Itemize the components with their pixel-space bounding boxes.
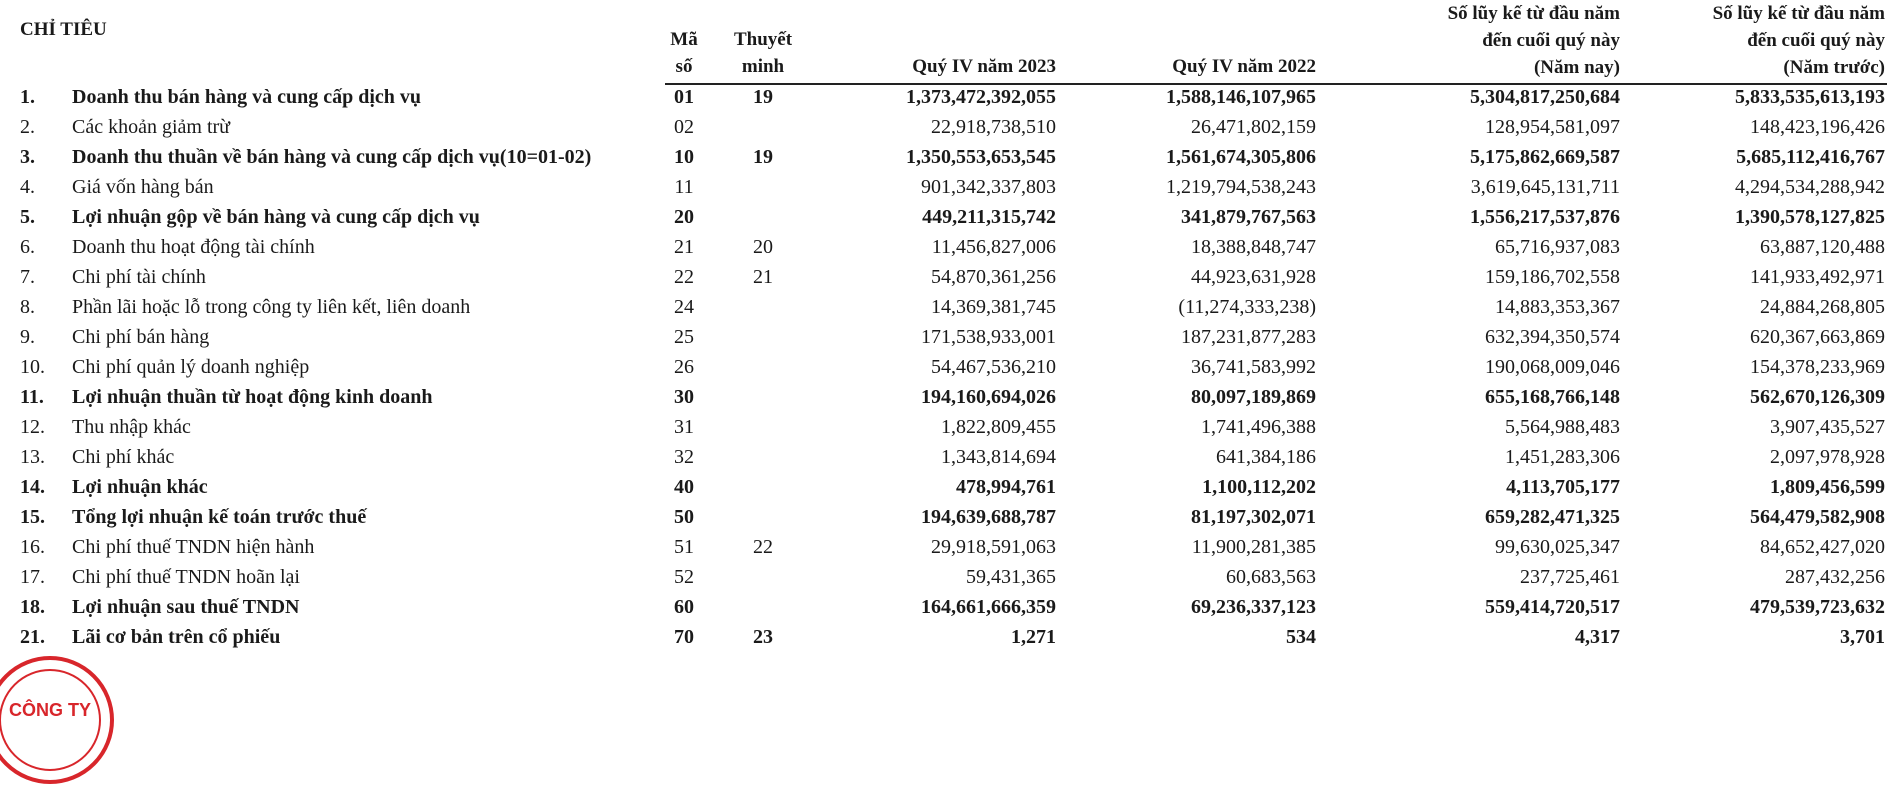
stamp-outer-ring [0, 658, 112, 782]
header-col4 [1605, 0, 1885, 81]
row-value-q4-2023: 54,467,536,210 [931, 356, 1056, 378]
row-code: 21 [674, 236, 694, 258]
row-value-q4-2023: 194,639,688,787 [921, 506, 1056, 528]
table-row [0, 502, 1898, 532]
row-code: 20 [674, 206, 694, 228]
row-value-ytd-current: 159,186,702,558 [1485, 266, 1620, 288]
row-code: 52 [674, 566, 694, 588]
row-value-ytd-current: 190,068,009,046 [1485, 356, 1620, 378]
row-value-ytd-prior: 287,432,256 [1785, 566, 1885, 588]
row-code: 10 [674, 146, 694, 168]
row-value-q4-2023: 901,342,337,803 [921, 176, 1056, 198]
header-col1: Quý IV năm 2023 [912, 56, 1056, 77]
row-value-ytd-prior: 84,652,427,020 [1760, 536, 1885, 558]
row-value-ytd-current: 3,619,645,131,711 [1470, 176, 1620, 198]
row-label: Thu nhập khác [72, 416, 191, 438]
row-value-q4-2022: 1,741,496,388 [1201, 416, 1316, 438]
row-value-q4-2023: 54,870,361,256 [931, 266, 1056, 288]
row-code: 50 [674, 506, 694, 528]
row-number: 21. [20, 626, 45, 648]
table-row [0, 142, 1898, 172]
row-code: 22 [674, 266, 694, 288]
row-value-q4-2023: 164,661,666,359 [921, 596, 1056, 618]
row-label: Lợi nhuận gộp về bán hàng và cung cấp dịch vụ [72, 206, 480, 228]
row-code: 26 [674, 356, 694, 378]
row-code: 30 [674, 386, 694, 408]
row-value-q4-2023: 22,918,738,510 [931, 116, 1056, 138]
row-label: Chi phí tài chính [72, 266, 206, 288]
row-value-ytd-prior: 5,833,535,613,193 [1735, 86, 1885, 108]
table-row [0, 232, 1898, 262]
row-code: 02 [674, 116, 694, 138]
table-row [0, 382, 1898, 412]
row-value-q4-2023: 11,456,827,006 [931, 236, 1056, 258]
row-label: Lợi nhuận thuần từ hoạt động kinh doanh [72, 386, 433, 408]
header-col4-line2: đến cuối quý này [1747, 30, 1885, 51]
row-number: 10. [20, 356, 45, 378]
row-number: 2. [20, 116, 35, 138]
row-number: 9. [20, 326, 35, 348]
header-col3-line2: đến cuối quý này [1482, 30, 1620, 51]
row-number: 5. [20, 206, 35, 228]
row-value-ytd-prior: 141,933,492,971 [1750, 266, 1885, 288]
row-number: 15. [20, 506, 45, 528]
row-number: 14. [20, 476, 45, 498]
row-code: 40 [674, 476, 694, 498]
header-code [648, 26, 720, 80]
row-value-ytd-current: 14,883,353,367 [1495, 296, 1620, 318]
row-label: Lợi nhuận sau thuế TNDN [72, 596, 300, 618]
row-number: 11. [20, 386, 44, 408]
row-label: Chi phí thuế TNDN hiện hành [72, 536, 315, 558]
row-value-q4-2023: 171,538,933,001 [921, 326, 1056, 348]
row-label: Doanh thu hoạt động tài chính [72, 236, 315, 258]
row-value-q4-2022: 534 [1286, 626, 1316, 648]
row-label: Lợi nhuận khác [72, 476, 208, 498]
header-note-line1: Thuyết [733, 29, 793, 50]
table-row [0, 472, 1898, 502]
row-value-ytd-current: 559,414,720,517 [1485, 596, 1620, 618]
row-note: 19 [753, 86, 773, 108]
row-value-q4-2022: 60,683,563 [1226, 566, 1316, 588]
row-value-ytd-prior: 479,539,723,632 [1750, 596, 1885, 618]
header-col4-line1: Số lũy kế từ đầu năm [1712, 3, 1885, 24]
row-value-ytd-current: 99,630,025,347 [1495, 536, 1620, 558]
row-number: 17. [20, 566, 45, 588]
row-value-q4-2023: 1,343,814,694 [941, 446, 1056, 468]
table-row [0, 562, 1898, 592]
row-value-q4-2022: 18,388,848,747 [1191, 236, 1316, 258]
header-indicator: CHỈ TIÊU [20, 19, 107, 40]
row-value-q4-2022: 341,879,767,563 [1181, 206, 1316, 228]
row-value-ytd-current: 659,282,471,325 [1485, 506, 1620, 528]
table-row [0, 412, 1898, 442]
row-code: 70 [674, 626, 694, 648]
table-row [0, 202, 1898, 232]
row-label: Chi phí bán hàng [72, 326, 210, 348]
row-value-ytd-prior: 4,294,534,288,942 [1735, 176, 1885, 198]
row-value-ytd-prior: 564,479,582,908 [1750, 506, 1885, 528]
row-label: Chi phí khác [72, 446, 175, 468]
header-col4-line3: (Năm trước) [1783, 57, 1885, 78]
row-value-ytd-current: 1,556,217,537,876 [1470, 206, 1620, 228]
row-number: 16. [20, 536, 45, 558]
table-row [0, 532, 1898, 562]
row-number: 13. [20, 446, 45, 468]
row-value-q4-2023: 1,822,809,455 [941, 416, 1056, 438]
row-value-ytd-current: 632,394,350,574 [1485, 326, 1620, 348]
row-value-ytd-prior: 154,378,233,969 [1750, 356, 1885, 378]
row-value-q4-2023: 1,350,553,653,545 [906, 146, 1056, 168]
row-value-ytd-prior: 148,423,196,426 [1750, 116, 1885, 138]
row-value-q4-2022: 80,097,189,869 [1191, 386, 1316, 408]
row-value-ytd-prior: 1,390,578,127,825 [1735, 206, 1885, 228]
row-value-ytd-prior: 5,685,112,416,767 [1736, 146, 1885, 168]
row-code: 32 [674, 446, 694, 468]
row-number: 8. [20, 296, 35, 318]
row-code: 60 [674, 596, 694, 618]
row-number: 1. [20, 86, 35, 108]
row-note: 22 [753, 536, 773, 558]
table-row [0, 322, 1898, 352]
table-row [0, 592, 1898, 622]
row-value-ytd-prior: 24,884,268,805 [1760, 296, 1885, 318]
row-value-ytd-current: 4,317 [1575, 626, 1620, 648]
header-note-line2: minh [741, 56, 785, 77]
table-row [0, 442, 1898, 472]
row-value-ytd-prior: 2,097,978,928 [1770, 446, 1885, 468]
row-code: 51 [674, 536, 694, 558]
header-col3-line1: Số lũy kế từ đầu năm [1447, 3, 1620, 24]
header-note [722, 26, 804, 80]
header-col3 [1340, 0, 1620, 81]
row-number: 12. [20, 416, 45, 438]
row-value-ytd-prior: 3,701 [1840, 626, 1885, 648]
header-code-line2: số [675, 56, 693, 77]
table-row [0, 172, 1898, 202]
row-value-ytd-prior: 1,809,456,599 [1770, 476, 1885, 498]
row-value-q4-2023: 59,431,365 [966, 566, 1056, 588]
row-value-ytd-current: 5,304,817,250,684 [1470, 86, 1620, 108]
row-label: Doanh thu thuần về bán hàng và cung cấp dịch vụ(10=01-02) [72, 146, 592, 168]
row-value-q4-2023: 194,160,694,026 [921, 386, 1056, 408]
row-value-q4-2022: 1,100,112,202 [1202, 476, 1316, 498]
row-label: Chi phí thuế TNDN hoãn lại [72, 566, 300, 588]
row-value-q4-2022: 1,219,794,538,243 [1166, 176, 1316, 198]
row-code: 25 [674, 326, 694, 348]
row-number: 6. [20, 236, 35, 258]
row-value-q4-2022: 187,231,877,283 [1181, 326, 1316, 348]
row-number: 7. [20, 266, 35, 288]
table-row [0, 82, 1898, 112]
row-value-ytd-current: 128,954,581,097 [1485, 116, 1620, 138]
row-value-ytd-current: 4,113,705,177 [1506, 476, 1620, 498]
row-value-ytd-current: 1,451,283,306 [1505, 446, 1620, 468]
row-value-ytd-current: 237,725,461 [1520, 566, 1620, 588]
row-value-q4-2022: (11,274,333,238) [1178, 296, 1316, 318]
row-label: Tổng lợi nhuận kế toán trước thuế [72, 506, 367, 528]
row-value-ytd-prior: 620,367,663,869 [1750, 326, 1885, 348]
stamp-inner-ring [0, 670, 100, 770]
table-row [0, 622, 1898, 652]
row-code: 01 [674, 86, 694, 108]
row-value-ytd-current: 5,564,988,483 [1505, 416, 1620, 438]
row-value-q4-2022: 36,741,583,992 [1191, 356, 1316, 378]
row-number: 3. [20, 146, 35, 168]
row-value-q4-2022: 1,561,674,305,806 [1166, 146, 1316, 168]
row-value-ytd-current: 65,716,937,083 [1495, 236, 1620, 258]
row-note: 20 [753, 236, 773, 258]
row-value-ytd-prior: 3,907,435,527 [1770, 416, 1885, 438]
header-col2: Quý IV năm 2022 [1172, 56, 1316, 77]
row-value-q4-2022: 44,923,631,928 [1191, 266, 1316, 288]
row-label: Giá vốn hàng bán [72, 176, 214, 198]
stamp-text: CÔNG TY [8, 700, 92, 720]
row-value-ytd-current: 5,175,862,669,587 [1470, 146, 1620, 168]
row-label: Doanh thu bán hàng và cung cấp dịch vụ [72, 86, 422, 108]
row-label: Các khoản giảm trừ [72, 116, 231, 138]
row-value-ytd-current: 655,168,766,148 [1485, 386, 1620, 408]
header-col3-line3: (Năm nay) [1533, 57, 1620, 78]
header-code-line1: Mã [670, 29, 698, 50]
row-value-q4-2023: 478,994,761 [956, 476, 1056, 498]
row-label: Phần lãi hoặc lỗ trong công ty liên kết, liên doanh [72, 296, 471, 318]
row-value-q4-2022: 26,471,802,159 [1191, 116, 1316, 138]
row-code: 24 [674, 296, 694, 318]
row-value-ytd-prior: 562,670,126,309 [1750, 386, 1885, 408]
row-number: 18. [20, 596, 45, 618]
table-row [0, 112, 1898, 142]
row-value-q4-2023: 1,373,472,392,055 [906, 86, 1056, 108]
table-row [0, 262, 1898, 292]
row-code: 31 [674, 416, 694, 438]
row-value-q4-2022: 1,588,146,107,965 [1166, 86, 1316, 108]
row-value-ytd-prior: 63,887,120,488 [1760, 236, 1885, 258]
table-row [0, 292, 1898, 322]
row-value-q4-2022: 69,236,337,123 [1191, 596, 1316, 618]
row-value-q4-2023: 449,211,315,742 [922, 206, 1056, 228]
row-value-q4-2023: 1,271 [1011, 626, 1056, 648]
row-number: 4. [20, 176, 35, 198]
row-note: 21 [753, 266, 773, 288]
row-value-q4-2022: 11,900,281,385 [1191, 536, 1316, 558]
company-stamp [0, 650, 120, 790]
row-value-q4-2022: 81,197,302,071 [1191, 506, 1316, 528]
row-note: 19 [753, 146, 773, 168]
row-code: 11 [674, 176, 694, 198]
table-row [0, 352, 1898, 382]
row-value-q4-2023: 29,918,591,063 [931, 536, 1056, 558]
row-note: 23 [753, 626, 773, 648]
row-label: Lãi cơ bản trên cổ phiếu [72, 626, 281, 648]
row-value-q4-2023: 14,369,381,745 [931, 296, 1056, 318]
row-label: Chi phí quản lý doanh nghiệp [72, 356, 310, 378]
row-value-q4-2022: 641,384,186 [1216, 446, 1316, 468]
